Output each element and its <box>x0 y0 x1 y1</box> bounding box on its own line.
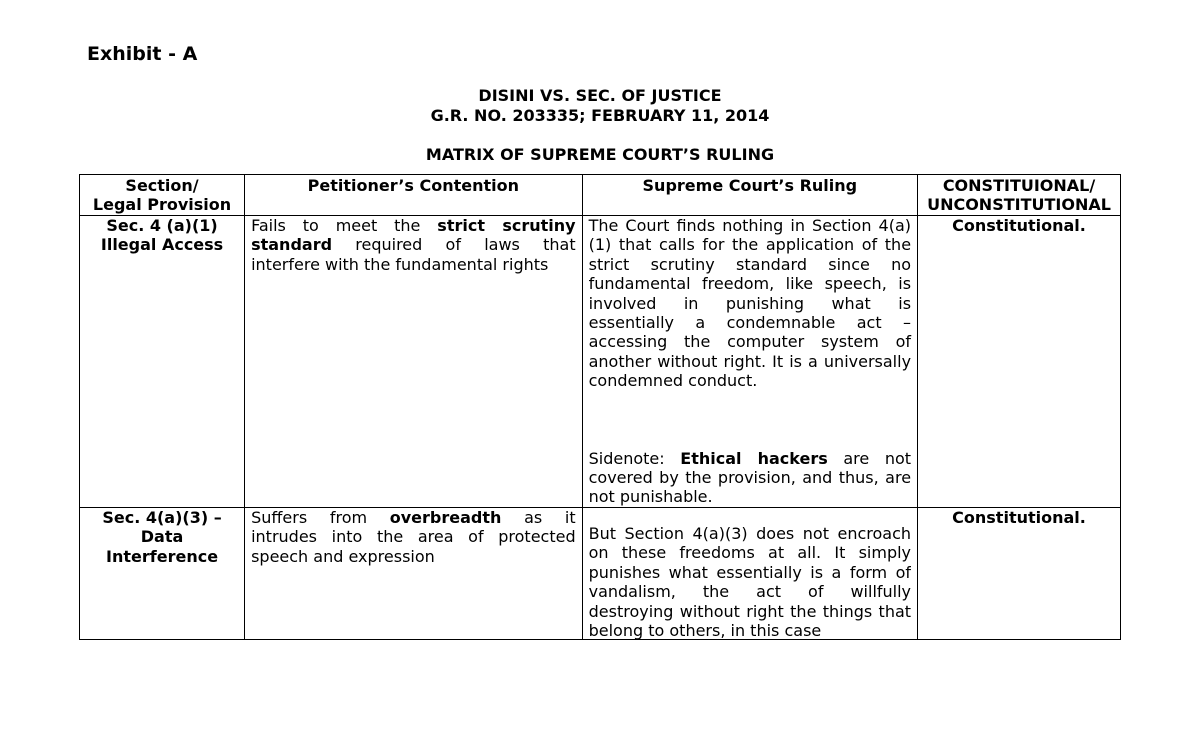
header-section-line2: Legal Provision <box>92 195 232 215</box>
header-status <box>918 175 1121 216</box>
header-contention-label: Petitioner’s Contention <box>307 176 520 195</box>
case-title: DISINI VS. SEC. OF JUSTICE <box>478 86 722 105</box>
matrix-title: MATRIX OF SUPREME COURT’S RULING <box>425 145 775 164</box>
contention-emphasis: overbreadth <box>389 507 502 527</box>
sidenote-emphasis: Ethical hackers <box>680 448 828 468</box>
header-section <box>80 175 245 216</box>
table-row <box>80 216 1121 508</box>
header-status-line1: CONSTITUIONAL/ <box>942 176 1096 195</box>
header-ruling-label: Supreme Court’s Ruling <box>642 176 858 195</box>
header-status-line2: UNCONSTITUTIONAL <box>927 195 1111 215</box>
section-cell <box>80 216 245 508</box>
header-section-line1: Section/ <box>125 176 199 195</box>
section-line1: Sec. 4(a)(3) – <box>102 507 222 527</box>
ruling-matrix-table <box>79 174 1121 640</box>
contention-text-rest: required of laws that interfere with the fundamental rights <box>251 235 576 274</box>
header-ruling <box>582 175 917 216</box>
table-header-row <box>80 175 1121 216</box>
sidenote-text: are not covered by the provision, and thus, are not punishable. <box>588 448 912 507</box>
sidenote <box>589 449 911 507</box>
contention-cell <box>245 507 583 639</box>
section-line1: Sec. 4 (a)(1) <box>106 216 218 235</box>
status-cell <box>918 216 1121 508</box>
contention-cell <box>245 216 583 508</box>
contention-text: Suffers from <box>251 507 390 527</box>
status-text: Constitutional. <box>952 216 1086 235</box>
contention-text: Fails to meet the <box>251 216 438 235</box>
ruling-cell <box>582 507 917 639</box>
ruling-clip <box>589 524 911 639</box>
case-number: G.R. NO. 203335; FEBRUARY 11, 2014 <box>430 106 770 125</box>
section-line3: Interference <box>106 546 219 566</box>
contention-text-rest: as it intrudes into the area of protected speech and expression <box>251 507 576 566</box>
status-cell <box>918 507 1121 639</box>
ruling-cell <box>582 216 917 508</box>
sidenote-label: Sidenote: <box>588 448 681 468</box>
section-cell <box>80 507 245 639</box>
section-line2: Data <box>140 527 184 547</box>
status-text: Constitutional. <box>952 507 1086 527</box>
contention-emphasis: strict scrutiny standard <box>251 216 576 255</box>
exhibit-label: Exhibit - A <box>87 43 198 65</box>
header-contention <box>245 175 583 216</box>
section-line2: Illegal Access <box>100 235 224 255</box>
table-row <box>80 507 1121 639</box>
ruling-text: The Court finds nothing in Section 4(a)(1) that calls for the application of the strict scrutiny standard since no fundamental freedom, like speech, is involved in punishing what is essentially a condemnable act – accessing the computer system of another without right. It is a universally condemned conduct. <box>588 216 912 391</box>
ruling-text: But Section 4(a)(3) does not encroach on these freedoms at all. It simply punishes what essentially is a form of vandalism, the act of willfully destroying without right the things that belong to others, in this case <box>588 523 912 639</box>
